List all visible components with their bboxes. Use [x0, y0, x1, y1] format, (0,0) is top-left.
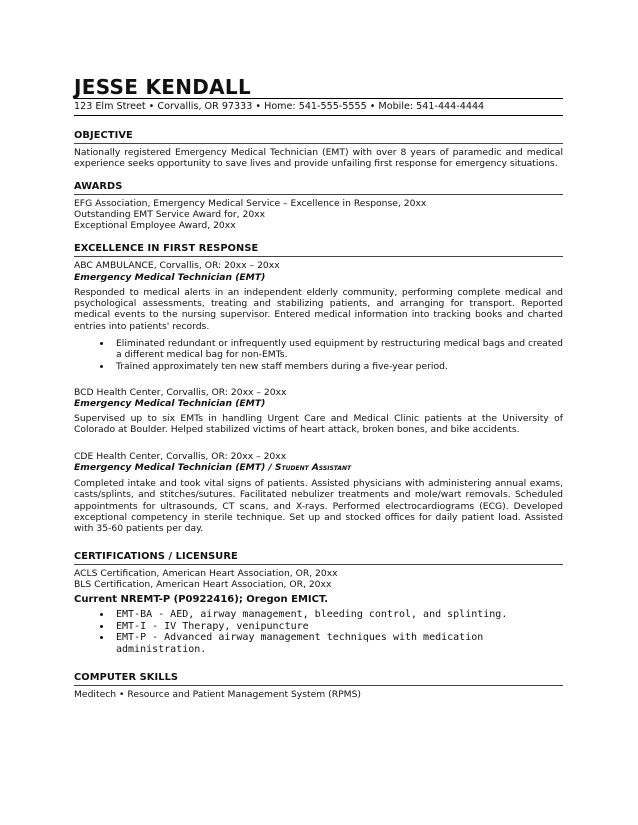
- resume-page: [74, 76, 563, 700]
- job-employer: BCD Health Center, Corvallis, OR: 20xx – 20xx: [74, 386, 287, 398]
- job-bullets: [74, 338, 563, 372]
- certification-item: BLS Certification, American Heart Association, OR, 20xx: [74, 578, 332, 590]
- applicant-name: JESSE KENDALL: [74, 75, 252, 99]
- awards-section: [74, 181, 563, 232]
- objective-text: Nationally registered Emergency Medical Technician (EMT) with over 8 years of paramedic and medical experience seeks opportunity to save lives and provide unfailing first response for emergency situations.: [74, 147, 563, 170]
- job-entry: [74, 260, 563, 371]
- current-license: Current NREMT-P (P0922416); Oregon EMICT.: [74, 594, 329, 606]
- certifications-list: [74, 568, 563, 591]
- job-title-suffix: Student Assistant: [275, 463, 352, 474]
- objective-heading: OBJECTIVE: [74, 130, 563, 144]
- job-employer: ABC AMBULANCE, Corvallis, OR: 20xx – 20xx: [74, 260, 280, 272]
- job-title: [74, 462, 563, 474]
- skills-heading: COMPUTER SKILLS: [74, 672, 563, 686]
- license-bullet: • EMT-BA - AED, airway management, bleeding control, and splinting.: [112, 609, 563, 621]
- award-item: Outstanding EMT Service Award for, 20xx: [74, 208, 266, 220]
- experience-heading: EXCELLENCE IN FIRST RESPONSE: [74, 243, 563, 257]
- job-bullet: • Eliminated redundant or infrequently used equipment by restructuring medical bags and created a different medical bag for non-EMTs.: [112, 338, 563, 361]
- certifications-heading: CERTIFICATIONS / LICENSURE: [74, 551, 563, 565]
- job-title-main: Emergency Medical Technician (EMT) /: [74, 462, 276, 474]
- job-entry: [74, 451, 563, 535]
- job-employer: CDE Health Center, Corvallis, OR: 20xx – 20xx: [74, 450, 287, 462]
- certifications-section: [74, 551, 563, 656]
- job-title: Emergency Medical Technician (EMT): [74, 271, 266, 283]
- license-bullet: • EMT-I - IV Therapy, venipuncture: [112, 621, 563, 633]
- license-bullet: • EMT-P - Advanced airway management techniques with medication administration.: [112, 632, 563, 655]
- job-description: Completed intake and took vital signs of patients. Assisted physicians with administering annual exams, casts/splints, and stitches/sutures. Facilitated nebulizer treatments and mole/wart removals. Scheduled appointments for ultrasounds, CT scans, and X-rays. Performed electrocardiograms (ECG). Developed exceptional competency in sterile technique. Set up and stocked offices for daily patient load. Assisted with 35-60 patients per day.: [74, 478, 563, 535]
- job-bullet: • Trained approximately ten new staff members during a five-year period.: [112, 361, 563, 372]
- job-title: Emergency Medical Technician (EMT): [74, 398, 266, 410]
- skills-section: [74, 672, 563, 700]
- job-description: Responded to medical alerts in an independent elderly community, performing complete medical and psychological assessments, treating and stabilizing patients, and arranging for transport. Reported medical events to the nursing supervisor. Entered medical information into tracking books and charted entries into patients' records.: [74, 286, 563, 332]
- license-bullets: [74, 609, 563, 655]
- contact-line: 123 Elm Street • Corvallis, OR 97333 • Home: 541-555-5555 • Mobile: 541-444-4444: [74, 98, 563, 116]
- awards-heading: AWARDS: [74, 181, 563, 195]
- award-item: Exceptional Employee Award, 20xx: [74, 220, 236, 232]
- job-entry: [74, 387, 563, 436]
- job-description: Supervised up to six EMTs in handling Urgent Care and Medical Clinic patients at the University of Colorado at Boulder. Helped stabilized victims of heart attack, broken bones, and bike accidents.: [74, 413, 563, 436]
- skills-text: Meditech • Resource and Patient Management System (RPMS): [74, 688, 361, 700]
- certification-item: ACLS Certification, American Heart Association, OR, 20xx: [74, 567, 338, 579]
- experience-section: [74, 243, 563, 534]
- award-item: EFG Association, Emergency Medical Service – Excellence in Response, 20xx: [74, 197, 427, 209]
- awards-list: [74, 198, 563, 232]
- objective-section: [74, 130, 563, 170]
